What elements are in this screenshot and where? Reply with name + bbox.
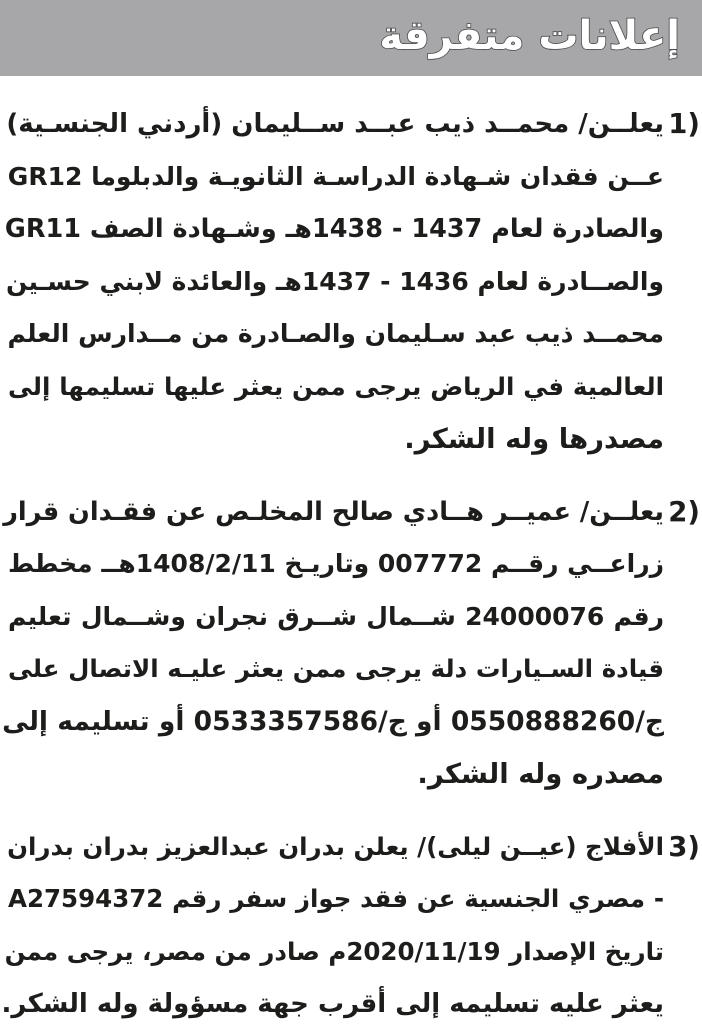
ad-item [0, 821, 702, 1031]
ad-line: زراعــي رقــم 007772 وتاريـخ 1408/2/11هــ مخطط [8, 549, 664, 578]
section-title: إعلانات متفرقة [379, 13, 680, 59]
ad-line: والصادرة لعام 1437 - 1438هـ وشـهادة الصف GR11 [4, 214, 664, 244]
ad-item [0, 486, 702, 801]
ad-item [0, 98, 702, 466]
ads-list [0, 98, 702, 1031]
ad-number: 1) [668, 108, 700, 140]
ad-line: والصــادرة لعام 1436 - 1437هـ والعائدة لابني حسـين [6, 266, 664, 296]
ad-line: يعلــن/ محمــد ذيب عبــد ســليمان (أردني الجنسـية) [6, 109, 664, 139]
ad-line: الأفلاج (عيــن ليلى)/ يعلن بدران عبدالعزيز بدران بدران [7, 831, 664, 861]
ad-line: رقم 24000076 شــمال شــرق نجران وشــمال تعليم [8, 601, 664, 631]
ad-line: العالمية في الرياض يرجى ممن يعثر عليها تسليمها إلى [8, 371, 664, 401]
ad-number: 3) [668, 830, 700, 863]
ad-line: مصدره وله الشكر. [417, 758, 664, 790]
ad-line: ج/0550888260 أو ج/0533357586 أو تسليمه إلى [2, 705, 664, 737]
ad-line: عــن فقدان شـهادة الدراسـة الثانويـة والدبلوما GR12 [7, 161, 664, 191]
ad-line: يعلــن/ عميــر هــادي صالح المخلـص عن فقـدان قرار [3, 496, 664, 527]
ad-line: قيادة السـيارات دلة يرجى ممن يعثر عليـه الاتصال على [8, 654, 664, 683]
ad-line: - مصري الجنسية عن فقد جواز سفر رقم A27594372 [8, 884, 664, 913]
ad-line: تاريخ الإصدار 2020/11/19م صادر من مصر، يرجى ممن [4, 936, 664, 966]
ad-line: محمــد ذيب عبد سـليمان والصـادرة من مــدارس العلم [7, 319, 664, 348]
ad-line: مصدرها وله الشكر. [404, 423, 664, 455]
ad-line: يعثر عليه تسليمه إلى أقرب جهة مسؤولة وله الشكر. [1, 989, 664, 1019]
ad-number: 2) [668, 495, 700, 528]
